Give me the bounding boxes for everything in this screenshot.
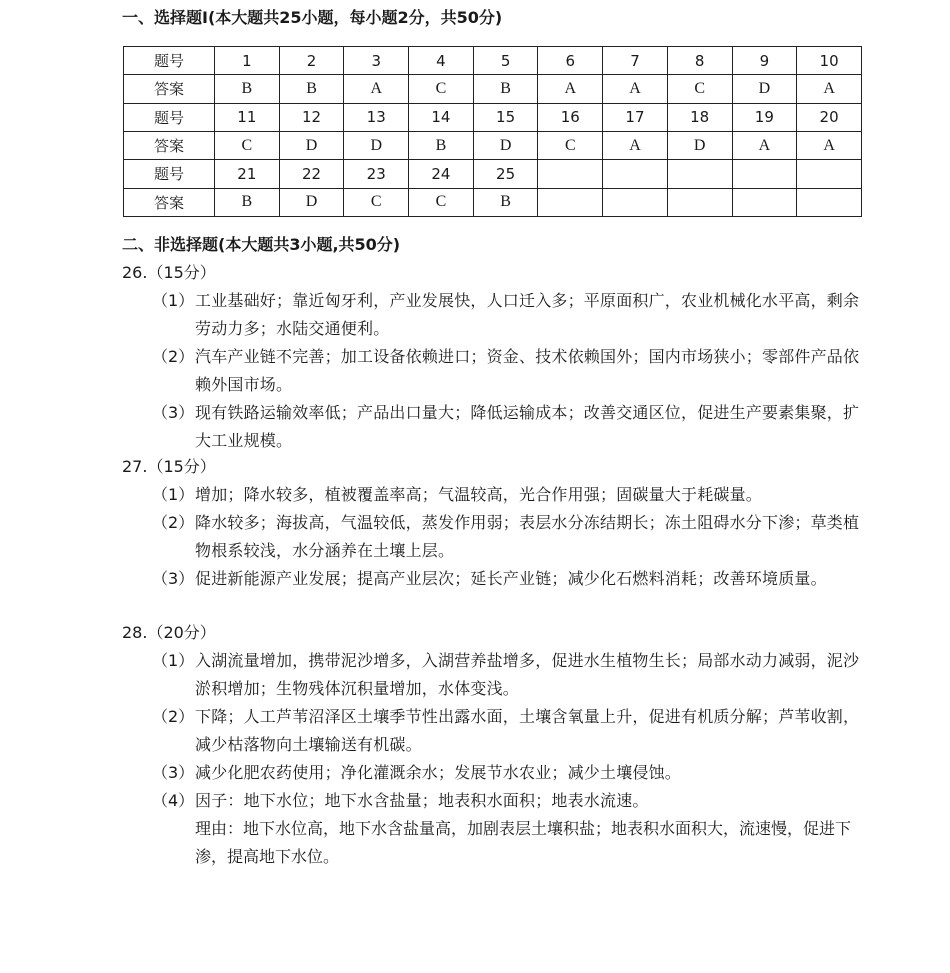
- answer-cell: C: [215, 131, 280, 159]
- reason-text: 理由：地下水位高，地下水含盐量高，加剧表层土壤积盐；地表积水面积大，流速慢，促进下渗，提高地下水位。: [195, 819, 852, 866]
- row-label-answer: 答案: [124, 75, 215, 103]
- sub-answer-text: 工业基础好；靠近匈牙利，产业发展快，人口迁入多；平原面积广，农业机械化水平高，剩余劳动力多；水陆交通便利。: [195, 291, 860, 338]
- table-row-numbers-2: [124, 103, 862, 131]
- sub-answer-text: 增加；降水较多，植被覆盖率高；气温较高，光合作用强；固碳量大于耗碳量。: [195, 485, 763, 504]
- sub-answer: [122, 509, 872, 565]
- section-1-title: 一、选择题Ⅰ(本大题共25小题，每小题2分，共50分): [122, 8, 503, 27]
- answer-cell: C: [409, 75, 474, 103]
- empty-cell: [797, 188, 862, 216]
- answer-cell: C: [667, 75, 732, 103]
- sub-answer-text: 降水较多；海拔高，气温较低，蒸发作用弱；表层水分冻结期长；冻土阻碍水分下渗；草类植物根系较浅，水分涵养在土壤上层。: [195, 513, 860, 560]
- empty-cell: [667, 160, 732, 188]
- section-2-title: 二、非选择题(本大题共3小题,共50分): [122, 235, 401, 254]
- sub-answer-text: 汽车产业链不完善；加工设备依赖进口；资金、技术依赖国外；国内市场狭小；零部件产品依赖外国市场。: [195, 347, 860, 394]
- question-number-cell: 19: [732, 103, 797, 131]
- table-row-answers-3: [124, 188, 862, 216]
- question-heading: 26.（15分）: [122, 263, 216, 282]
- empty-cell: [603, 160, 668, 188]
- sub-answer: [122, 565, 872, 593]
- sub-answer-text: 入湖流量增加，携带泥沙增多，入湖营养盐增多，促进水生植物生长；局部水动力减弱，泥沙淤积增加；生物残体沉积量增加，水体变浅。: [195, 651, 860, 698]
- table-row-answers-2: [124, 131, 862, 159]
- sub-answer: [122, 647, 872, 703]
- sub-answer: [122, 787, 872, 815]
- question-number-cell: 12: [279, 103, 344, 131]
- sub-answer-text: 现有铁路运输效率低；产品出口量大；降低运输成本；改善交通区位，促进生产要素集聚，扩大工业规模。: [195, 403, 860, 450]
- question-number-cell: 13: [344, 103, 409, 131]
- question-number-cell: 9: [732, 47, 797, 75]
- question-number-cell: 22: [279, 160, 344, 188]
- question-number-cell: 1: [215, 47, 280, 75]
- answer-cell: C: [538, 131, 603, 159]
- sub-answer: [122, 399, 872, 455]
- sub-answer-number: （2）: [152, 347, 195, 366]
- question-number-cell: 16: [538, 103, 603, 131]
- question-number-cell: 10: [797, 47, 862, 75]
- table-row-numbers-1: [124, 47, 862, 75]
- empty-cell: [732, 188, 797, 216]
- question-number-cell: 20: [797, 103, 862, 131]
- answer-cell: A: [797, 131, 862, 159]
- answer-cell: A: [538, 75, 603, 103]
- question-26: [122, 259, 872, 455]
- sub-answer: [122, 343, 872, 399]
- sub-answer-number: （1）: [152, 485, 195, 504]
- answer-table: [123, 46, 862, 217]
- answer-cell: B: [215, 188, 280, 216]
- answer-cell: B: [409, 131, 474, 159]
- sub-answer-text: 因子：地下水位；地下水含盐量；地表积水面积；地表水流速。: [195, 791, 649, 810]
- answer-cell: C: [344, 188, 409, 216]
- question-number-cell: 25: [473, 160, 538, 188]
- sub-answer-number: （3）: [152, 569, 195, 588]
- answer-cell: D: [732, 75, 797, 103]
- sub-answer-number: （3）: [152, 763, 195, 782]
- question-number-cell: 2: [279, 47, 344, 75]
- row-label-number: 题号: [124, 103, 215, 131]
- sub-answer: [122, 287, 872, 343]
- answer-cell: A: [732, 131, 797, 159]
- empty-cell: [732, 160, 797, 188]
- sub-answer-number: （1）: [152, 291, 195, 310]
- answer-cell: D: [473, 131, 538, 159]
- sub-answer-number: （2）: [152, 513, 195, 532]
- empty-cell: [603, 188, 668, 216]
- question-number-cell: 7: [603, 47, 668, 75]
- question-number-cell: 5: [473, 47, 538, 75]
- question-number-cell: 24: [409, 160, 474, 188]
- empty-cell: [797, 160, 862, 188]
- row-label-answer: 答案: [124, 131, 215, 159]
- answer-cell: A: [797, 75, 862, 103]
- question-number-cell: 8: [667, 47, 732, 75]
- question-heading: 27.（15分）: [122, 457, 216, 476]
- answer-cell: D: [279, 131, 344, 159]
- sub-answer: [122, 759, 872, 787]
- row-label-answer: 答案: [124, 188, 215, 216]
- answer-cell: D: [667, 131, 732, 159]
- question-28: [122, 619, 872, 871]
- answer-cell: B: [279, 75, 344, 103]
- question-number-cell: 6: [538, 47, 603, 75]
- answer-cell: A: [603, 75, 668, 103]
- answer-cell: A: [603, 131, 668, 159]
- answer-cell: C: [409, 188, 474, 216]
- question-number-cell: 15: [473, 103, 538, 131]
- empty-cell: [538, 188, 603, 216]
- sub-answer: [122, 481, 872, 509]
- sub-answer-text: 促进新能源产业发展；提高产业层次；延长产业链；减少化石燃料消耗；改善环境质量。: [195, 569, 827, 588]
- table-row-numbers-3: [124, 160, 862, 188]
- question-number-cell: 18: [667, 103, 732, 131]
- question-number-cell: 4: [409, 47, 474, 75]
- row-label-number: 题号: [124, 160, 215, 188]
- sub-answer-number: （3）: [152, 403, 195, 422]
- sub-answer-text: 减少化肥农药使用；净化灌溉余水；发展节水农业；减少土壤侵蚀。: [195, 763, 682, 782]
- answer-cell: B: [215, 75, 280, 103]
- sub-answer-number: （1）: [152, 651, 195, 670]
- answer-cell: A: [344, 75, 409, 103]
- empty-cell: [538, 160, 603, 188]
- table-row-answers-1: [124, 75, 862, 103]
- question-27: [122, 453, 872, 593]
- answer-cell: B: [473, 75, 538, 103]
- sub-answer-number: （4）: [152, 791, 195, 810]
- sub-answer-text: 下降；人工芦苇沼泽区土壤季节性出露水面，土壤含氧量上升，促进有机质分解；芦苇收割，减少枯落物向土壤输送有机碳。: [195, 707, 860, 754]
- row-label-number: 题号: [124, 47, 215, 75]
- answer-cell: B: [473, 188, 538, 216]
- question-number-cell: 17: [603, 103, 668, 131]
- question-number-cell: 11: [215, 103, 280, 131]
- empty-cell: [667, 188, 732, 216]
- answer-cell: D: [279, 188, 344, 216]
- sub-answer: [122, 703, 872, 759]
- question-number-cell: 21: [215, 160, 280, 188]
- question-number-cell: 23: [344, 160, 409, 188]
- question-heading: 28.（20分）: [122, 623, 216, 642]
- question-number-cell: 14: [409, 103, 474, 131]
- answer-cell: D: [344, 131, 409, 159]
- sub-answer-number: （2）: [152, 707, 195, 726]
- question-number-cell: 3: [344, 47, 409, 75]
